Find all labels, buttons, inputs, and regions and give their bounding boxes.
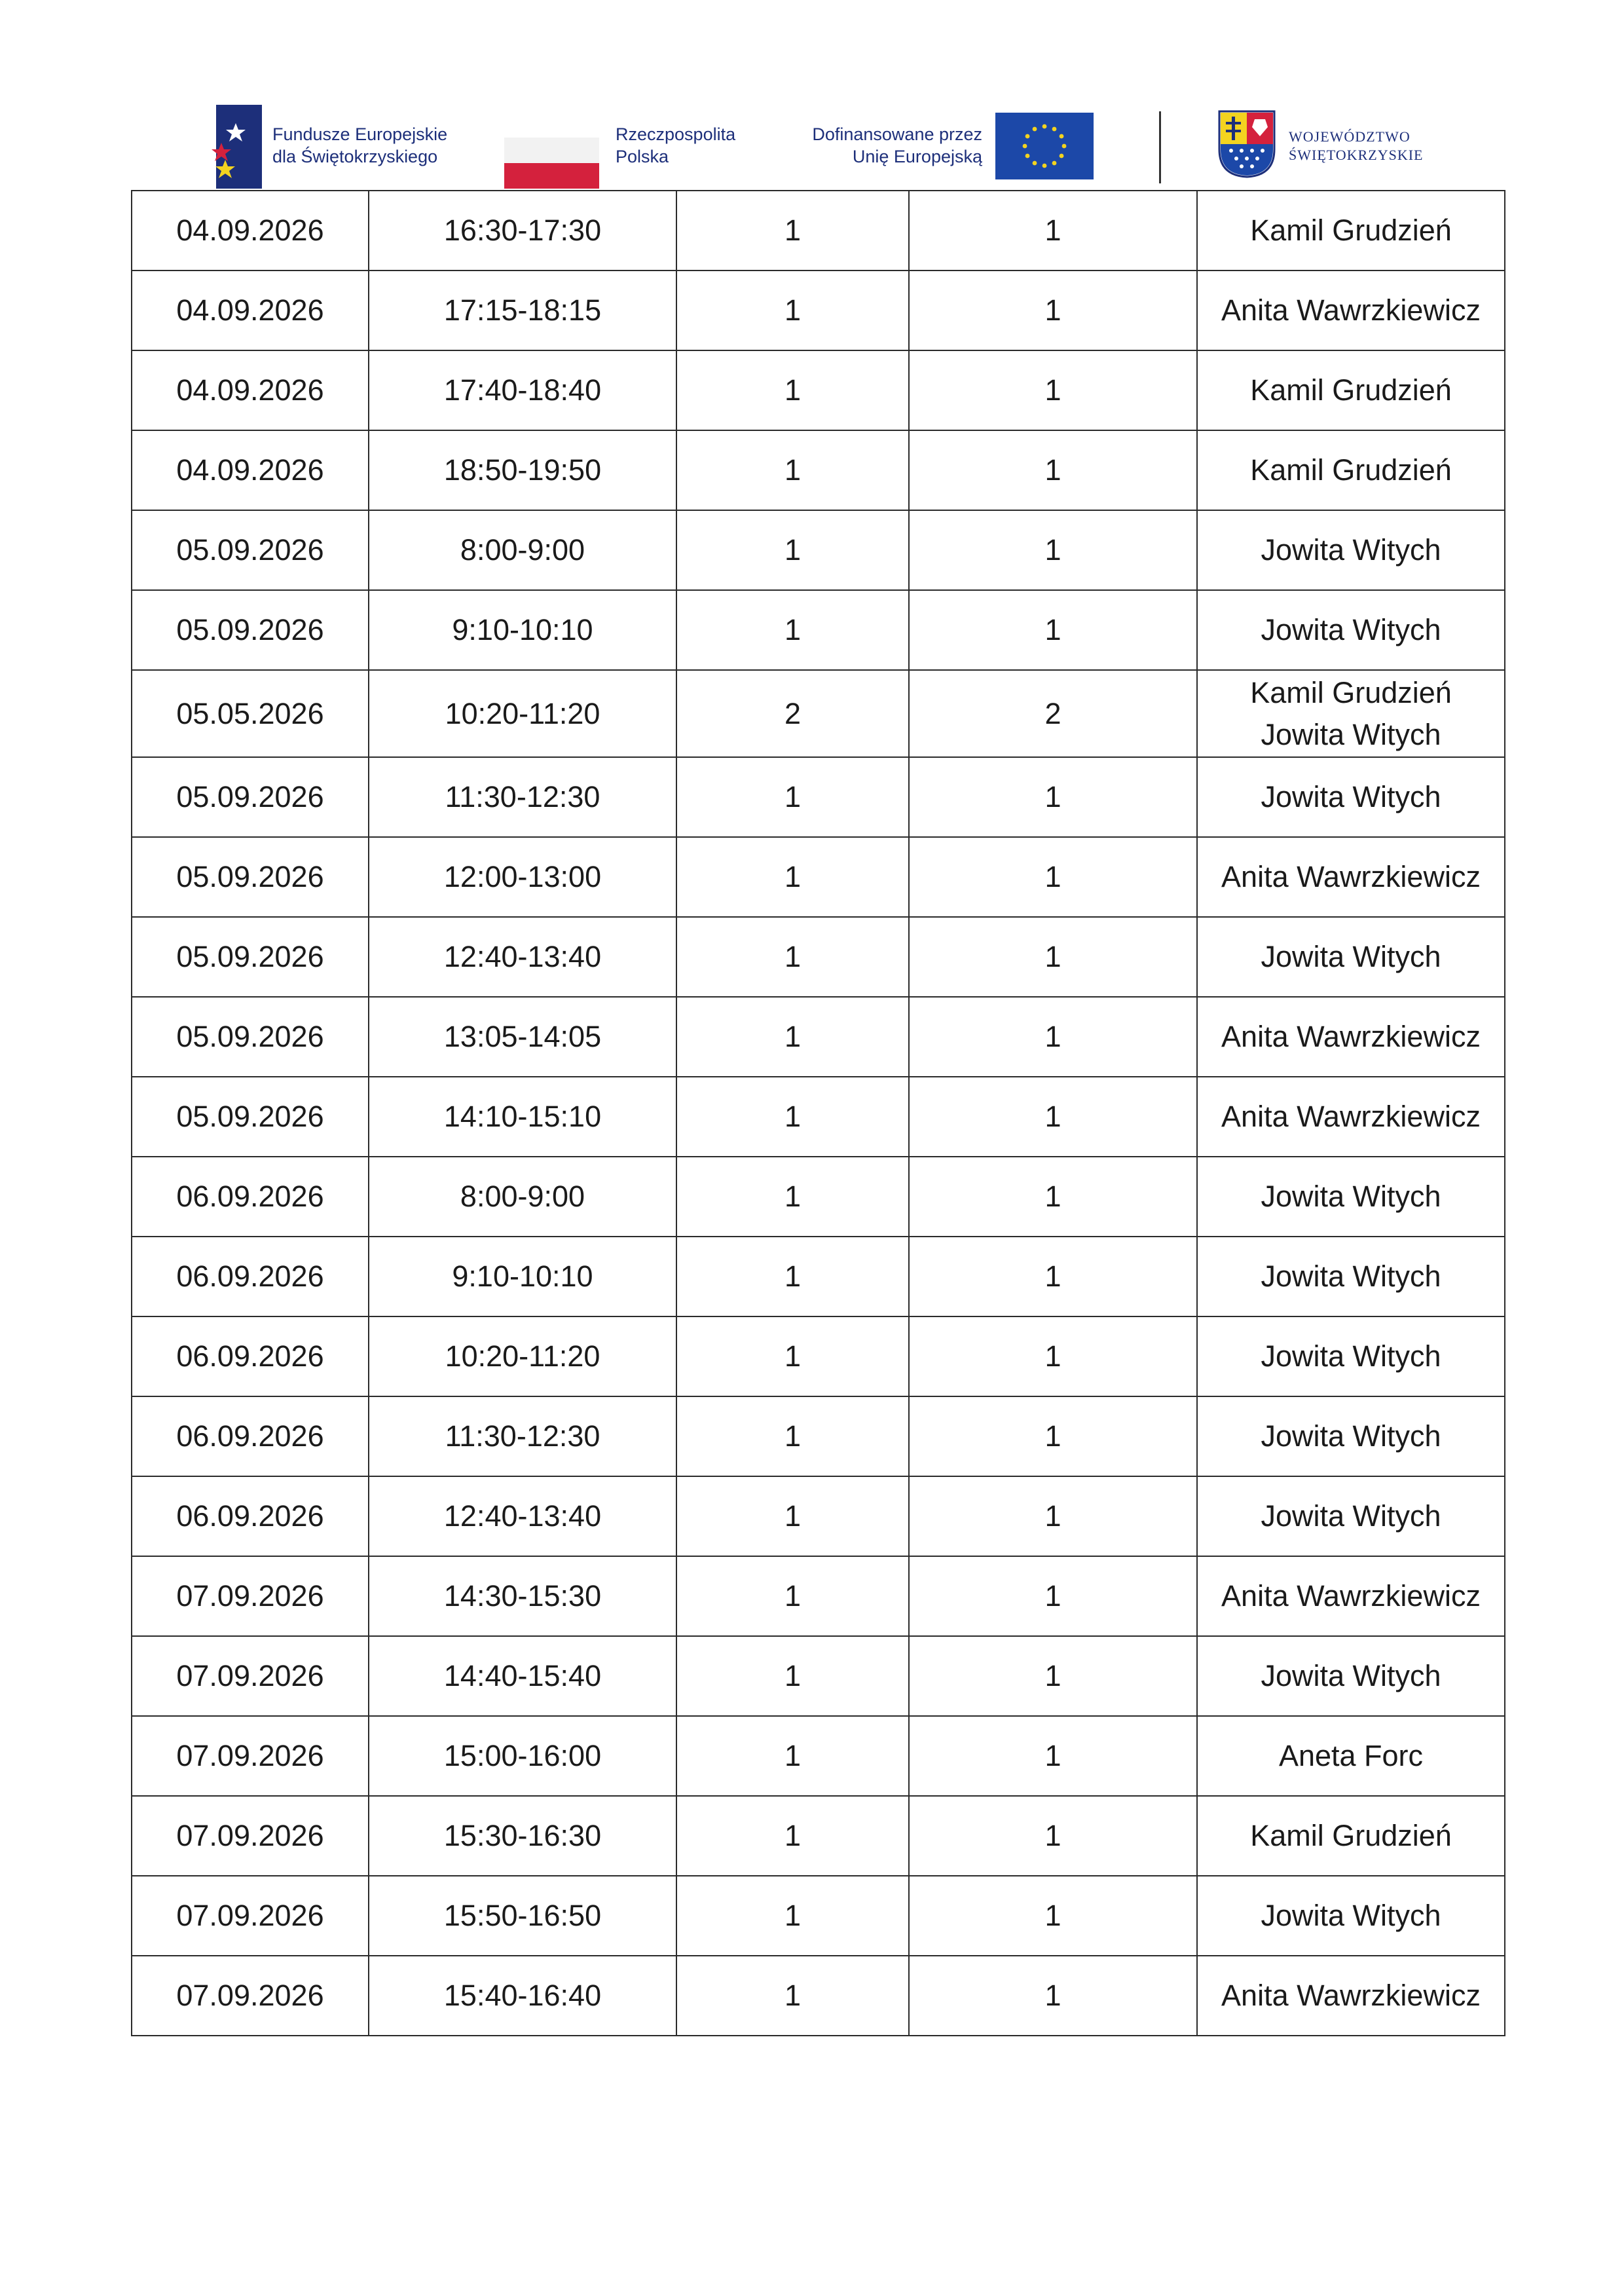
eu-funding-logo: [786, 105, 1113, 190]
table-row: [132, 1077, 1505, 1157]
table-row: [132, 1716, 1505, 1796]
count-cell: 2: [676, 670, 909, 757]
count-cell-2: 1: [909, 271, 1197, 350]
count-cell: 1: [676, 837, 909, 917]
date-cell: 05.09.2026: [132, 757, 369, 837]
count-cell-2: 1: [909, 1556, 1197, 1636]
time-cell: 18:50-19:50: [369, 430, 676, 510]
count-cell-2: 2: [909, 670, 1197, 757]
date-cell: 04.09.2026: [132, 350, 369, 430]
trainer-cell: Anita Wawrzkiewicz: [1197, 1556, 1505, 1636]
trainer-cell: Jowita Witych: [1197, 1876, 1505, 1956]
trainer-cell: Anita Wawrzkiewicz: [1197, 271, 1505, 350]
table-row: [132, 430, 1505, 510]
count-cell-2: 1: [909, 837, 1197, 917]
table-row: [132, 1556, 1505, 1636]
count-cell-2: 1: [909, 1157, 1197, 1237]
trainer-cell: Jowita Witych: [1197, 757, 1505, 837]
trainer-cell: Kamil Grudzień: [1197, 430, 1505, 510]
wojewodztwo-swietokrzyskie-logo: [1218, 105, 1441, 190]
count-cell: 1: [676, 1077, 909, 1157]
table-row: [132, 271, 1505, 350]
trainer-cell: Anita Wawrzkiewicz: [1197, 1956, 1505, 2036]
date-cell: 06.09.2026: [132, 1237, 369, 1316]
trainer-cell: Jowita Witych: [1197, 917, 1505, 997]
date-cell: 07.09.2026: [132, 1956, 369, 2036]
time-cell: 15:30-16:30: [369, 1796, 676, 1876]
fundusze-europejskie-logo: [210, 105, 485, 190]
count-cell: 1: [676, 1716, 909, 1796]
count-cell-2: 1: [909, 510, 1197, 590]
trainer-cell: Kamil Grudzień: [1197, 191, 1505, 271]
count-cell-2: 1: [909, 1716, 1197, 1796]
trainer-cell: Anita Wawrzkiewicz: [1197, 1077, 1505, 1157]
count-cell: 1: [676, 1476, 909, 1556]
polish-flag-icon: [504, 138, 599, 189]
time-cell: 10:20-11:20: [369, 670, 676, 757]
date-cell: 07.09.2026: [132, 1556, 369, 1636]
date-cell: 05.09.2026: [132, 590, 369, 670]
table-row: [132, 590, 1505, 670]
count-cell: 1: [676, 191, 909, 271]
time-cell: 16:30-17:30: [369, 191, 676, 271]
time-cell: 13:05-14:05: [369, 997, 676, 1077]
fe-logo-line: dla Świętokrzyskiego: [272, 147, 438, 166]
date-cell: 05.05.2026: [132, 670, 369, 757]
eu-flag-icon: [995, 113, 1094, 179]
eu-logo-text: [786, 123, 982, 168]
table-row: [132, 670, 1505, 757]
trainer-cell: Jowita Witych: [1197, 590, 1505, 670]
count-cell-2: 1: [909, 757, 1197, 837]
time-cell: 14:40-15:40: [369, 1636, 676, 1716]
count-cell-2: 1: [909, 1476, 1197, 1556]
date-cell: 05.09.2026: [132, 1077, 369, 1157]
count-cell: 1: [676, 1237, 909, 1316]
count-cell-2: 1: [909, 1876, 1197, 1956]
date-cell: 05.09.2026: [132, 917, 369, 997]
time-cell: 12:40-13:40: [369, 1476, 676, 1556]
time-cell: 11:30-12:30: [369, 1396, 676, 1476]
count-cell-2: 1: [909, 1316, 1197, 1396]
count-cell: 1: [676, 1796, 909, 1876]
trainer-cell: Jowita Witych: [1197, 1396, 1505, 1476]
time-cell: 11:30-12:30: [369, 757, 676, 837]
count-cell: 1: [676, 1396, 909, 1476]
table-row: [132, 1316, 1505, 1396]
count-cell-2: 1: [909, 1396, 1197, 1476]
funding-logo-strip: [210, 105, 1441, 190]
table-row: [132, 997, 1505, 1077]
trainer-cell: Jowita Witych: [1197, 1237, 1505, 1316]
time-cell: 12:00-13:00: [369, 837, 676, 917]
table-row: [132, 1876, 1505, 1956]
table-row: [132, 1157, 1505, 1237]
count-cell: 1: [676, 757, 909, 837]
count-cell-2: 1: [909, 430, 1197, 510]
date-cell: 07.09.2026: [132, 1876, 369, 1956]
count-cell: 1: [676, 1316, 909, 1396]
table-row: [132, 510, 1505, 590]
table-row: [132, 1956, 1505, 2036]
count-cell-2: 1: [909, 997, 1197, 1077]
count-cell-2: 1: [909, 191, 1197, 271]
table-row: [132, 917, 1505, 997]
date-cell: 06.09.2026: [132, 1476, 369, 1556]
count-cell: 1: [676, 350, 909, 430]
rp-logo-line: Polska: [616, 147, 669, 166]
rp-logo-text: [616, 123, 735, 168]
count-cell-2: 1: [909, 590, 1197, 670]
date-cell: 05.09.2026: [132, 837, 369, 917]
trainer-cell: Aneta Forc: [1197, 1716, 1505, 1796]
schedule-body: [132, 191, 1505, 2036]
count-cell: 1: [676, 1876, 909, 1956]
table-row: [132, 837, 1505, 917]
count-cell-2: 1: [909, 1636, 1197, 1716]
count-cell: 1: [676, 430, 909, 510]
region-logo-line: ŚWIĘTOKRZYSKIE: [1289, 147, 1424, 163]
date-cell: 04.09.2026: [132, 430, 369, 510]
count-cell-2: 1: [909, 1237, 1197, 1316]
time-cell: 14:10-15:10: [369, 1077, 676, 1157]
count-cell-2: 1: [909, 350, 1197, 430]
date-cell: 06.09.2026: [132, 1396, 369, 1476]
rzeczpospolita-polska-logo: [504, 105, 779, 190]
date-cell: 07.09.2026: [132, 1796, 369, 1876]
table-row: [132, 1237, 1505, 1316]
count-cell-2: 1: [909, 917, 1197, 997]
table-row: [132, 1396, 1505, 1476]
trainer-cell: Kamil Grudzień Jowita Witych: [1197, 670, 1505, 757]
time-cell: 14:30-15:30: [369, 1556, 676, 1636]
count-cell: 1: [676, 510, 909, 590]
time-cell: 17:40-18:40: [369, 350, 676, 430]
rp-logo-line: Rzeczpospolita: [616, 124, 736, 144]
logo-divider: [1159, 111, 1161, 183]
trainer-cell: Jowita Witych: [1197, 1476, 1505, 1556]
trainer-cell: Jowita Witych: [1197, 1636, 1505, 1716]
time-cell: 15:40-16:40: [369, 1956, 676, 2036]
fe-logo-line: Fundusze Europejskie: [272, 124, 448, 144]
time-cell: 12:40-13:40: [369, 917, 676, 997]
date-cell: 04.09.2026: [132, 191, 369, 271]
region-logo-text: [1289, 128, 1423, 164]
trainer-cell: Anita Wawrzkiewicz: [1197, 837, 1505, 917]
date-cell: 05.09.2026: [132, 510, 369, 590]
date-cell: 04.09.2026: [132, 271, 369, 350]
fe-stars-icon: [210, 105, 262, 189]
date-cell: 07.09.2026: [132, 1716, 369, 1796]
count-cell: 1: [676, 1556, 909, 1636]
region-logo-line: WOJEWÓDZTWO: [1289, 128, 1411, 145]
count-cell: 1: [676, 917, 909, 997]
time-cell: 8:00-9:00: [369, 510, 676, 590]
schedule-table: [131, 190, 1505, 2036]
count-cell: 1: [676, 997, 909, 1077]
coat-of-arms-icon: [1218, 110, 1276, 178]
count-cell-2: 1: [909, 1956, 1197, 2036]
count-cell: 1: [676, 1157, 909, 1237]
trainer-cell: Anita Wawrzkiewicz: [1197, 997, 1505, 1077]
trainer-cell: Kamil Grudzień: [1197, 1796, 1505, 1876]
table-row: [132, 350, 1505, 430]
count-cell: 1: [676, 1636, 909, 1716]
date-cell: 05.09.2026: [132, 997, 369, 1077]
table-row: [132, 1796, 1505, 1876]
date-cell: 07.09.2026: [132, 1636, 369, 1716]
time-cell: 15:00-16:00: [369, 1716, 676, 1796]
trainer-cell: Jowita Witych: [1197, 1157, 1505, 1237]
table-row: [132, 1636, 1505, 1716]
date-cell: 06.09.2026: [132, 1316, 369, 1396]
date-cell: 06.09.2026: [132, 1157, 369, 1237]
time-cell: 15:50-16:50: [369, 1876, 676, 1956]
count-cell: 1: [676, 1956, 909, 2036]
trainer-cell: Jowita Witych: [1197, 510, 1505, 590]
time-cell: 9:10-10:10: [369, 590, 676, 670]
time-cell: 9:10-10:10: [369, 1237, 676, 1316]
fe-logo-text: [272, 123, 447, 168]
eu-logo-line: Unię Europejską: [852, 147, 982, 166]
table-row: [132, 1476, 1505, 1556]
eu-logo-line: Dofinansowane przez: [812, 124, 982, 144]
count-cell: 1: [676, 271, 909, 350]
count-cell: 1: [676, 590, 909, 670]
table-row: [132, 757, 1505, 837]
table-row: [132, 191, 1505, 271]
trainer-cell: Jowita Witych: [1197, 1316, 1505, 1396]
count-cell-2: 1: [909, 1796, 1197, 1876]
time-cell: 17:15-18:15: [369, 271, 676, 350]
time-cell: 10:20-11:20: [369, 1316, 676, 1396]
count-cell-2: 1: [909, 1077, 1197, 1157]
time-cell: 8:00-9:00: [369, 1157, 676, 1237]
trainer-cell: Kamil Grudzień: [1197, 350, 1505, 430]
